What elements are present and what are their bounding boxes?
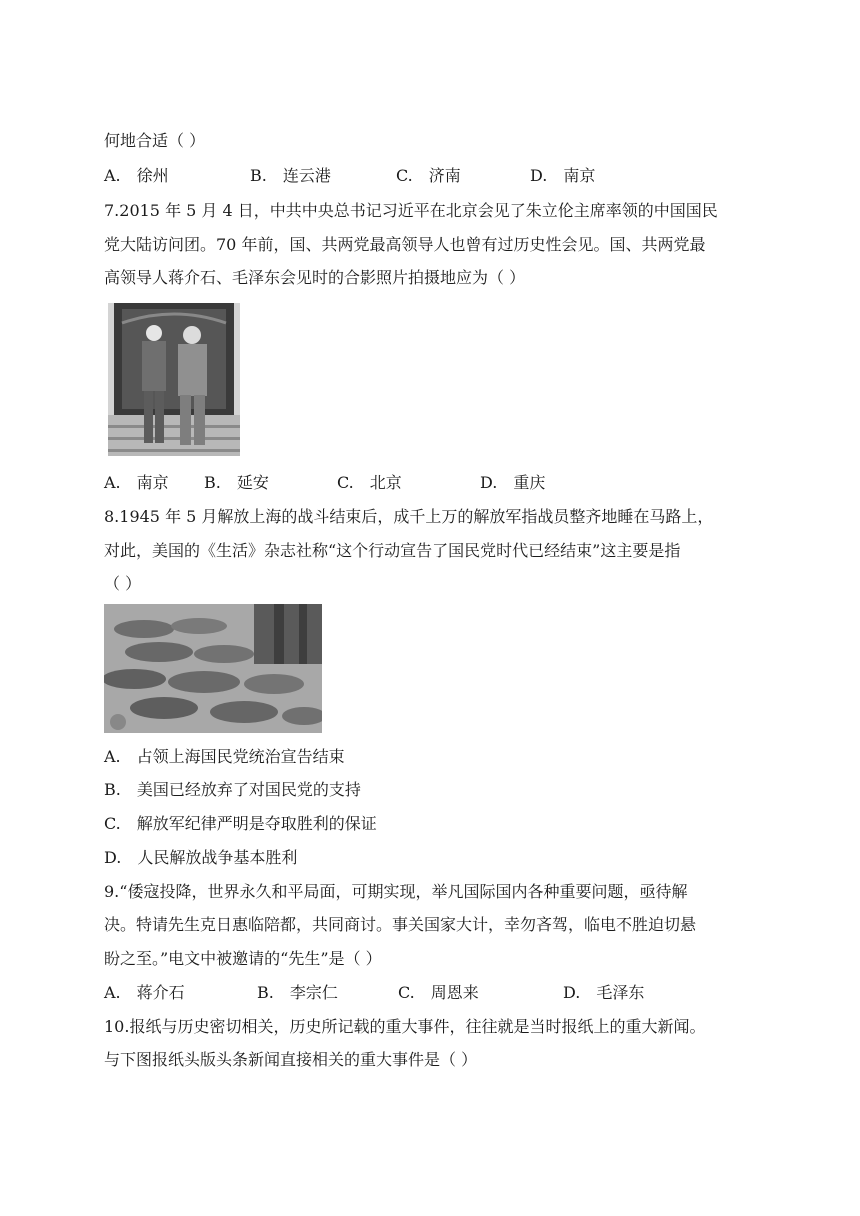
q7-photo-leaders-meeting	[108, 303, 240, 456]
q8-option-a: A. 占领上海国民党统治宣告结束	[104, 747, 345, 766]
q9-option-b: B. 李宗仁	[257, 983, 338, 1002]
q7-option-c: C. 北京	[337, 473, 402, 492]
q7-line-1: 7.2015 年 5 月 4 日，中共中央总书记习近平在北京会见了朱立伦主席率领的中国国民	[104, 201, 718, 220]
q9-option-c: C. 周恩来	[398, 983, 479, 1002]
q8-option-b: B. 美国已经放弃了对国民党的支持	[104, 780, 361, 799]
q9-option-d: D. 毛泽东	[563, 983, 645, 1002]
q8-line-2: 对此，美国的《生活》杂志社称“这个行动宣告了国民党时代已经结束”这主要是指	[104, 541, 681, 560]
q8-photo-soldiers-sleeping	[104, 604, 322, 733]
q7-line-2: 党大陆访问团。70 年前，国、共两党最高领导人也曾有过历史性会见。国、共两党最	[104, 235, 706, 254]
q7-option-b: B. 延安	[204, 473, 269, 492]
q10-line-1: 10.报纸与历史密切相关，历史所记载的重大事件，往往就是当时报纸上的重大新闻。	[104, 1017, 706, 1036]
q7-option-a: A. 南京	[104, 473, 169, 492]
q9-line-3: 盼之至。”电文中被邀请的“先生”是（ ）	[104, 949, 382, 968]
q9-line-2: 决。特请先生克日惠临陪都，共同商讨。事关国家大计，幸勿吝驾，临电不胜迫切悬	[104, 915, 697, 934]
q9-option-a: A. 蒋介石	[104, 983, 185, 1002]
q8-option-d: D. 人民解放战争基本胜利	[104, 848, 298, 867]
q8-option-c: C. 解放军纪律严明是夺取胜利的保证	[104, 814, 377, 833]
q8-line-3: （ ）	[104, 574, 142, 593]
q6-option-b: B. 连云港	[250, 166, 331, 185]
q6-option-c: C. 济南	[396, 166, 461, 185]
q7-option-d: D. 重庆	[480, 473, 546, 492]
q8-line-1: 8.1945 年 5 月解放上海的战斗结束后，成千上万的解放军指战员整齐地睡在马路上，	[104, 507, 714, 526]
q6-option-a: A. 徐州	[104, 166, 169, 185]
q9-line-1: 9.“倭寇投降，世界永久和平局面，可期实现，举凡国际国内各种重要问题，亟待解	[104, 882, 688, 901]
q7-line-3: 高领导人蒋介石、毛泽东会见时的合影照片拍摄地应为（ ）	[104, 268, 526, 287]
q6-option-d: D. 南京	[530, 166, 596, 185]
q10-line-2: 与下图报纸头版头条新闻直接相关的重大事件是（ ）	[104, 1050, 478, 1069]
q6-stem-tail: 何地合适（ ）	[104, 131, 206, 150]
